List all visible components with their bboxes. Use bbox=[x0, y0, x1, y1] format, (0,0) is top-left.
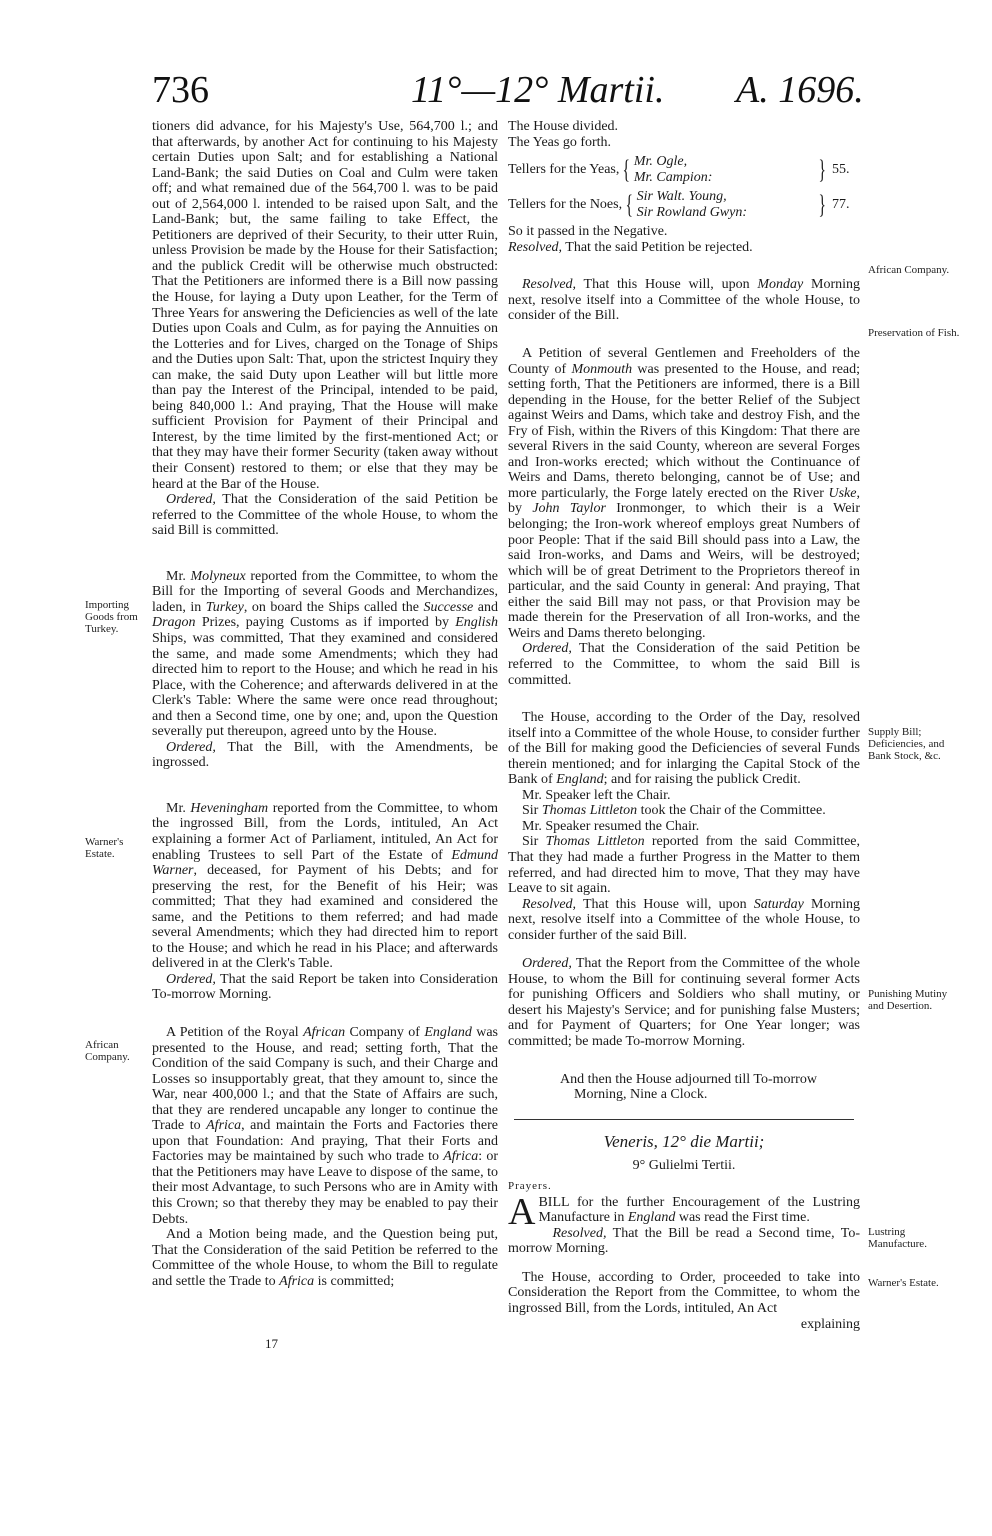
left-brace-icon: { bbox=[622, 154, 631, 184]
littleton-took-chair: Sir Thomas Littleton took the Chair of the Committee. bbox=[522, 803, 826, 819]
speaker-resumed-chair: Mr. Speaker resumed the Chair. bbox=[522, 818, 700, 834]
catchword: explaining bbox=[800, 1316, 860, 1332]
session-date: 11°—12° Martii. bbox=[411, 69, 665, 111]
house-divided: The House divided. bbox=[508, 119, 619, 134]
paragraph-molyneux-report: Mr. Molyneux reported from the Committee, to whom the Bill for the Importing of several Goods and Merchandizes, laden, in Turkey, on board the Ships called the Successe and Dragon Prizes, paying Customs as if imported by English Ships, was committed, That they examined and considered the same, and made some Amendments; which they had directed him to report to the House; and which he read in his Place, with the Coherence; and afterwards delivered in at the Clerk's Table: Where the same were once read throughout; and then a Second time, one by one; and, upon the Question severally put thereupon, agreed unto by the House. bbox=[152, 568, 498, 740]
teller-name: Mr. Ogle, bbox=[633, 154, 688, 170]
margin-note-supply-bill: Supply Bill; Deficiencies, and Bank Stock, &c. bbox=[868, 726, 945, 762]
paragraph-petition-continued: tioners did advance, for his Majesty's Use, 564,700 l.; and that afterwards, by another Act for continuing to his Majesty certain Duties upon Salt; and for establishing a National Land-Bank; the said Duties on Coal and Culm were taken off; and what remained due of the 564,700 l. was to be paid out of 2,564,000 l. intended to be raised upon Salt, and the Land-Bank; but, the same failing to take Effect, the Petitioners are deprived of their Security, to their utter Ruin, unless Provision be made by the House for their Satisfaction; and the publick Credit will be otherwise much obstructed: That the Petitioners are informed there is a Bill now passing the House, for laying a Duty upon Leather, for the Term of Three Years for answering the Deficiencies as well of the late Duties upon Coals and Culm, as for paying the Annuities on the Lotteries and for Lives, charged on the Tonage of Ships and the Duties upon Salt: That, upon the strictest Inquiry they can make, the said Duty upon Leather will but little more than pay the Interest of the Principal, intended to be paid, being 840,000 l.: And praying, That the House will make sufficient Provision for Payment of their Principal and Interest, by the time limited by the first-mentioned Act; or that they may have their former Security (taken away without their Consent) restored to them; or else that they may be heard at the Bar of the House. bbox=[152, 119, 498, 492]
prayers-heading: Prayers. bbox=[508, 1180, 552, 1193]
margin-note-african-company: African Company. bbox=[85, 1039, 130, 1063]
paragraph-mutiny-ordered: Ordered, That the Report from the Committee of the whole House, to whom the Bill for continuing several former Acts for punishing Officers and Soldiers who shall mutiny, or desert his Majesty's Service; and for punishing false Musters; and for Payment of Quarters; for One Year longer; was committed; be made To-morrow Morning. bbox=[508, 956, 860, 1049]
section-divider bbox=[514, 1119, 854, 1120]
margin-note-lustring: Lustring Manufacture. bbox=[868, 1226, 927, 1250]
littleton-report: Sir Thomas Littleton reported from the said Committee, That they had made a further Progress in the Matter to them referred, and had directed him to move, That they may have Leave to sit again. bbox=[508, 834, 860, 897]
margin-note-punishing-mutiny: Punishing Mutiny and Desertion. bbox=[868, 988, 948, 1012]
yeas-forth: The Yeas go forth. bbox=[508, 134, 612, 150]
paragraph-ordered-3: Ordered, That the said Report be taken into Consideration To-morrow Morning. bbox=[152, 971, 498, 1003]
margin-note-warners-estate-right: Warner's Estate. bbox=[868, 1277, 939, 1289]
paragraph-fish-ordered: Ordered, That the Consideration of the said Petition be referred to the Committee, to whom the said Bill is committed. bbox=[508, 641, 860, 688]
left-brace-icon: { bbox=[625, 189, 634, 219]
paragraph-motion: And a Motion being made, and the Question being put, That the Consideration of the said Petition be referred to the Committee of the whole House, to whom the Bill to regulate and settle the Trade to Africa is committed; bbox=[152, 1227, 498, 1289]
paragraph-ordered-1: Ordered, That the Consideration of the said Petition be referred to the Committee of the whole House, to whom the said Bill is committed. bbox=[152, 492, 498, 539]
paragraph-resolved-monday: Resolved, That this House will, upon Monday Morning next, resolve itself into a Committee of the whole House, to consider of the Bill. bbox=[508, 277, 861, 324]
house-adjourned-line-1: And then the House adjourned till To-morrow bbox=[560, 1071, 817, 1087]
paragraph-resolved-saturday: Resolved, That this House will, upon Saturday Morning next, resolve itself into a Committee of the whole House, to consider further of the said Bill. bbox=[508, 896, 861, 943]
vote-count: 77. bbox=[832, 196, 850, 212]
vote-count: 55. bbox=[832, 161, 850, 177]
paragraph-lustring-resolved: Resolved, That the Bill be read a Second time, To-morrow Morning. bbox=[508, 1225, 860, 1257]
tellers-yeas: Tellers for the Yeas, { Mr. Ogle, Mr. Campion: } 55. bbox=[508, 154, 860, 185]
regnal-year: 9° Gulielmi Tertii. bbox=[632, 1157, 736, 1173]
right-brace-icon: } bbox=[818, 189, 826, 219]
right-column bbox=[508, 119, 860, 1332]
page-number: 736 bbox=[152, 69, 209, 111]
right-brace-icon: } bbox=[818, 154, 826, 184]
paragraph-warner-consideration: The House, according to Order, proceeded to take into Consideration the Report from the Committee, to whom the ingrossed Bill, from the Lords, intituled, An Act bbox=[508, 1269, 860, 1316]
paragraph-african-petition: A Petition of the Royal African Company of England was presented to the House, and read; setting forth, That the Condition of the said Company is such, and their Charge and Losses so insupportably great, that they amount to, since the War, near 400,000 l.; and that the State of Affairs are such, that they are rendered uncapable any longer to continue the Trade to Africa, and maintain the Forts and Factories there upon that Foundation: And praying, That their Forts and Factories may be maintained by such who trade to Africa: or that the Petitioners may have Leave to dispose of the same, to their most Advantage, to such Persons who are in Amity with this Crown; so that thereby they may be enabled to pay their Debts. bbox=[152, 1024, 499, 1227]
petition-rejected: Resolved, That the said Petition be rejected. bbox=[508, 239, 753, 255]
year-heading: A. 1696. bbox=[736, 69, 864, 111]
left-column bbox=[152, 119, 498, 1289]
margin-note-preservation-fish: Preservation of Fish. bbox=[868, 327, 960, 339]
paragraph-ordered-2: Ordered, That the Bill, with the Amendments, be ingrossed. bbox=[152, 739, 498, 771]
signature-mark: 17 bbox=[265, 1336, 278, 1351]
drop-cap: A bbox=[508, 1190, 536, 1233]
day-heading: Veneris, 12° die Martii; bbox=[603, 1131, 765, 1151]
teller-name: Sir Rowland Gwyn: bbox=[636, 204, 748, 220]
margin-note-importing: Importing Goods from Turkey. bbox=[85, 599, 138, 635]
teller-name: Sir Walt. Young, bbox=[636, 189, 727, 205]
house-adjourned-line-2: Morning, Nine a Clock. bbox=[574, 1087, 708, 1103]
ordered-lead: Ordered, bbox=[166, 492, 216, 508]
tellers-noes: Tellers for the Noes, { Sir Walt. Young, Sir Rowland Gwyn: } 77. bbox=[508, 189, 860, 220]
paragraph-fish-petition: A Petition of several Gentlemen and Freeholders of the County of Monmouth was presented to the House, and read; setting forth, That the Petitioners are informed, there is a Bill depending in the House, for the better Relief of the Subject against Weirs and Dams, which take and destroy Fish, and the Fry of Fish, within the Rivers of this Kingdom: That there are several Rivers in the said County, whereon are several Forges and Iron-works erected; which without the Continuance of Weirs and Dams, thereto belonging, cannot be of Use; and more particularly, the Forge lately erected on the River Uske, by John Taylor Ironmonger, to which their is a Weir belonging; the Iron-work whereof employs great Numbers of poor People: That if the said Bill should pass into a Law, the said Iron-works, and Dams and Weirs, will be destroyed; which will be of great Detriment to the Proprietors thereof in particular, and the said County in general: And praying, That either the said Bill may not pass, or that Provision may be made therein for the Preservation of all Iron-works, and the Weirs and Dams thereto belonging. bbox=[508, 346, 861, 641]
margin-note-warners-estate: Warner's Estate. bbox=[85, 836, 124, 860]
paragraph-heveningham-report: Mr. Heveningham reported from the Committee, to whom the ingrossed Bill, from the Lords, intituled, An Act explaining a former Act of Parliament, intituled, An Act for enabling Trustees to sell Part of the Estate of Edmund Warner, deceased, for Payment of his Debts; and for preserving the rest, for the Benefit of his Heir; was committed; That they had examined and considered the same, and the Petitions to them referred; and had made several Amendments; which they had directed him to report to the House; and which he read in his Place; and afterwards delivered in at the Clerk's Table. bbox=[152, 800, 498, 972]
passed-negative: So it passed in the Negative. bbox=[508, 224, 668, 240]
margin-note-african-company-right: African Company. bbox=[868, 264, 950, 276]
paragraph-supply-committee: The House, according to the Order of the Day, resolved itself into a Committee of the whole House, to consider further of the Bill for making good the Deficiencies of several Funds therein mentioned; and for inlarging the Capital Stock of the Bank of England; and for raising the publick Credit. bbox=[508, 710, 860, 788]
paragraph-lustring-bill: A BILL for the further Encouragement of the Lustring Manufacture in England was read the First time. bbox=[508, 1190, 860, 1233]
speaker-left-chair: Mr. Speaker left the Chair. bbox=[522, 787, 671, 803]
teller-name: Mr. Campion: bbox=[633, 169, 713, 185]
